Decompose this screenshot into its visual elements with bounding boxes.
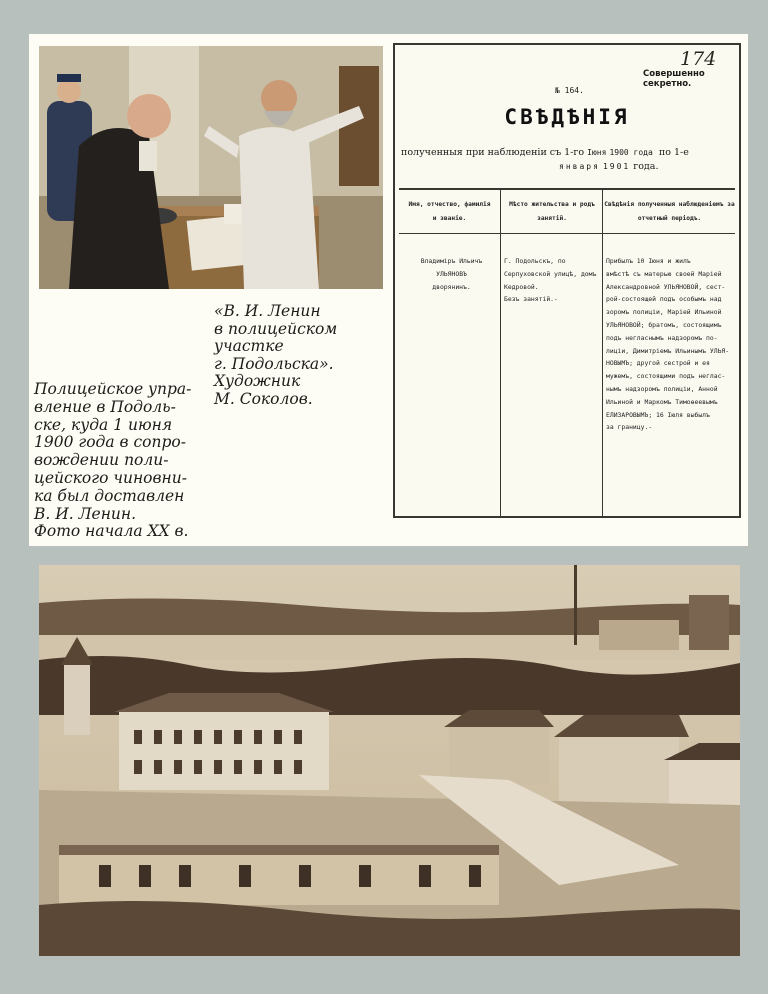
subtitle-year: 1900 года: [609, 148, 653, 157]
subtitle-end: года.: [633, 161, 659, 172]
subtitle-start: полученныя при наблюденіи съ 1-го: [401, 147, 585, 158]
document-title: СВѢДѢНІЯ: [504, 105, 630, 129]
painting-caption: «В. И. Ленин в полицейском участке г. Подольска». Художник М. Соколов.: [214, 302, 338, 408]
subtitle-year2: 1901: [602, 162, 631, 171]
column-header-info: Свѣдѣнія полученныя наблюденіемъ за отчетный періодъ.: [604, 201, 735, 222]
document-subtitle-line1: [401, 147, 689, 158]
cell-info: Прибылъ 10 Іюня и жилъ вмѣстѣ съ матерью своей Маріей Александровной УЛЬЯНОВОЙ, сест- рой-состоящей подъ особымъ над зоромъ полиціи, Маріей Ильиной УЛЬЯНОВОЙ; братомъ, состоящимъ подъ негласнымъ надзоромъ по- лиціи, Димитріемъ Ильинымъ УЛЬЯ- НОВЫМЪ; другой сестрой и ея мужемъ, состоящими подъ неглас- нымъ надзоромъ полиціи, Анной Ильиной и Маркомъ Тимоѳеевымъ ЕЛИЗАРОВЫМЪ; 16 Іюля выбылъ за границу.-: [606, 257, 730, 432]
subtitle-month: Іюня: [587, 148, 607, 157]
document-number: № 164.: [555, 86, 584, 95]
podolsk-photo: [39, 565, 740, 956]
cell-residence: Г. Подольскъ, по Серпуховской улицѣ, домъ Кедровой. Безъ занятій.-: [504, 257, 597, 304]
surveillance-report-document: [393, 43, 741, 518]
police-station-caption: Полицейское упра- вление в Подоль- ске, куда 1 июня 1900 года в сопро- вождении поли- цейского чиновни- ка был доставлен В. И. Ленин. Фото начала XX в.: [34, 380, 192, 541]
handwritten-number: 174: [680, 48, 717, 70]
column-header-name: Имя, отчество, фамилія и званіе.: [408, 201, 491, 222]
table-header-divider: [399, 233, 735, 234]
painting-lenin-police-station: [39, 46, 383, 289]
column-divider: [500, 190, 501, 517]
cell-name: Владиміръ Ильичъ УЛЬЯНОВЪ дворянинъ.: [420, 257, 483, 291]
secret-mark: Совершенно секретно.: [643, 69, 705, 89]
document-subtitle-line2: [559, 161, 658, 172]
subtitle-month2: января: [559, 162, 600, 171]
report-table: [399, 188, 735, 517]
column-header-residence: Мѣсто жительства и родъ занятій.: [509, 201, 595, 222]
subtitle-to: по 1-е: [658, 147, 689, 158]
column-divider: [602, 190, 603, 517]
